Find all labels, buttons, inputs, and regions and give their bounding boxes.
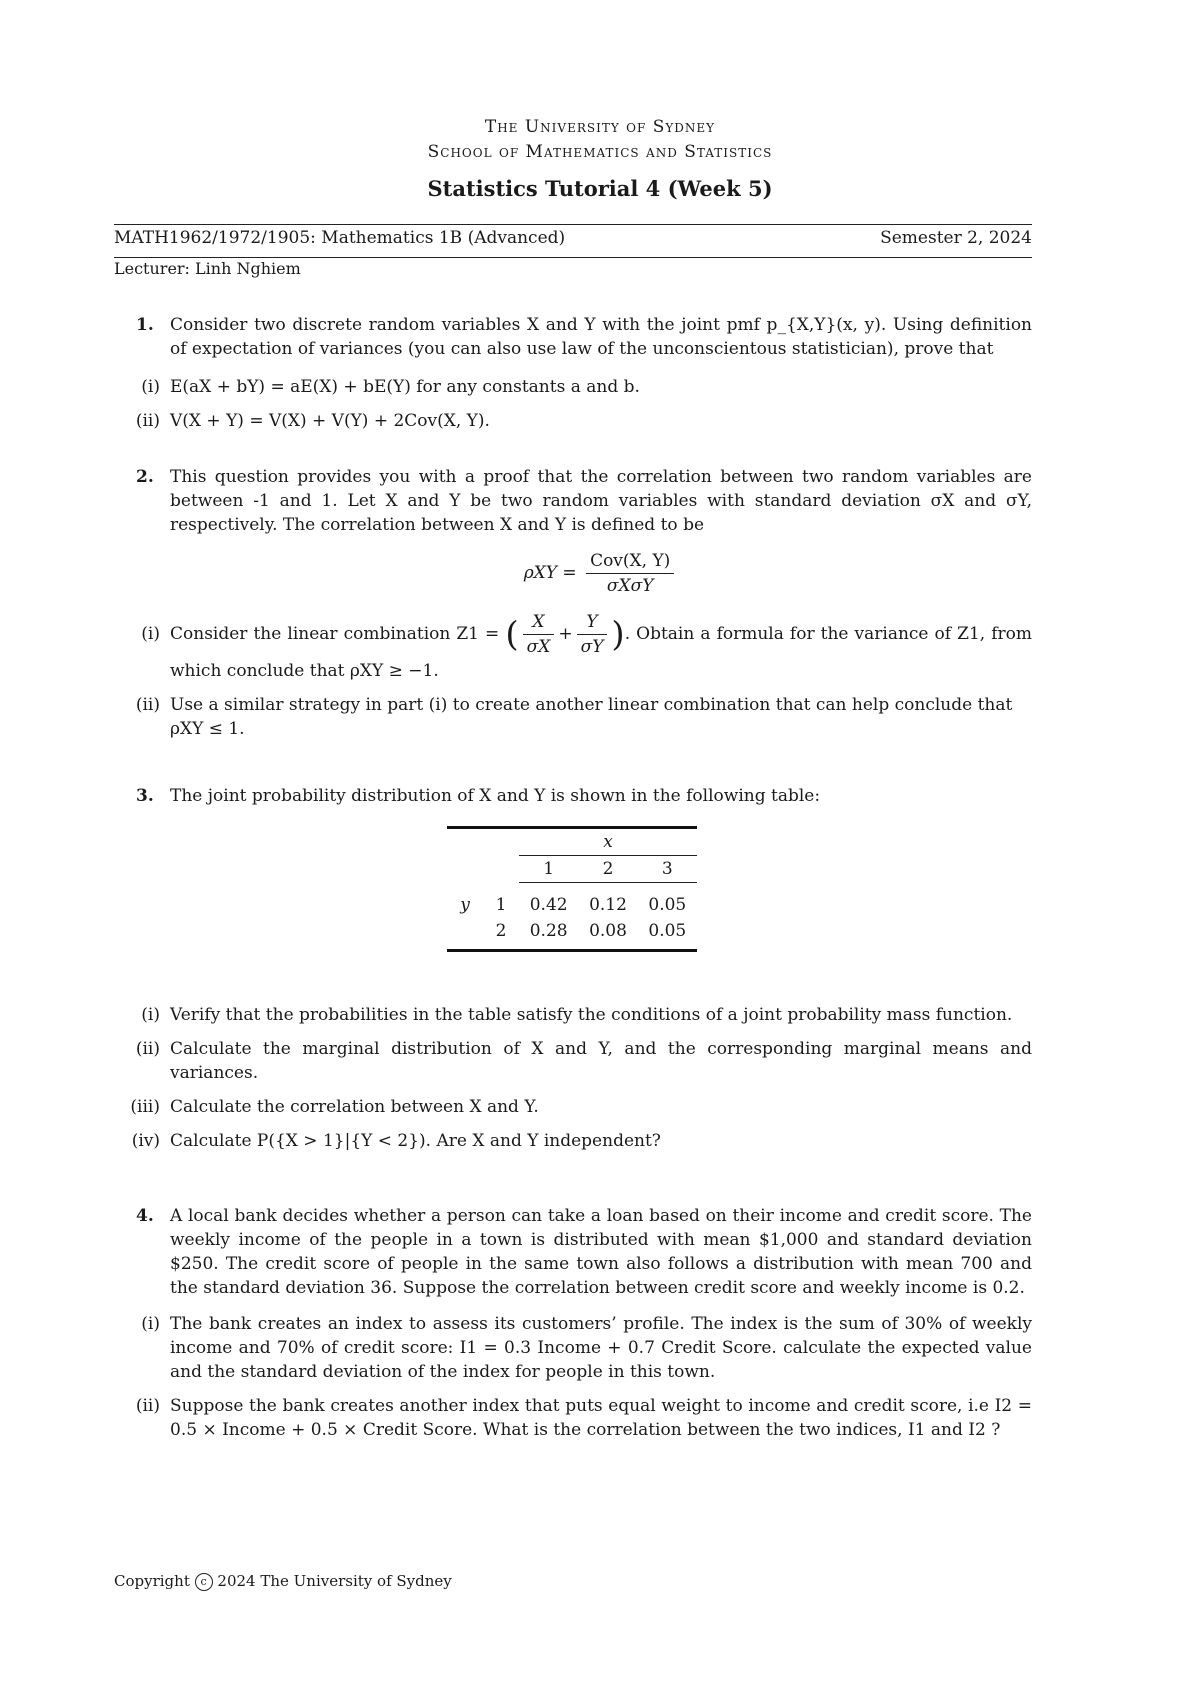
question-1 — [114, 313, 1032, 433]
fraction-denominator: σX — [526, 637, 551, 657]
question-part — [141, 375, 1032, 399]
question-4 — [114, 1204, 1032, 1442]
page-title: Statistics Tutorial 4 (Week 5) — [427, 176, 773, 201]
part-text: Verify that the probabilities in the table satisfy the conditions of a joint probability mass function. — [170, 1005, 1013, 1025]
copyright-footer — [114, 1572, 452, 1591]
copyright-label: Copyright — [114, 1572, 190, 1590]
question-part — [135, 409, 1032, 433]
question-text: The joint probability distribution of X and Y is shown in the following table: — [170, 786, 821, 806]
part-text: Calculate P({X > 1}|{Y < 2}). Are X and Y independent? — [170, 1131, 661, 1151]
question-3-parts — [114, 1003, 1032, 1153]
fraction-denominator: σY — [580, 637, 604, 657]
school-name: School of Mathematics and Statistics — [427, 142, 773, 162]
university-name: The University of Sydney — [484, 117, 716, 137]
question-part — [141, 1003, 1032, 1027]
course-line — [114, 228, 1032, 248]
y-value: 1 — [495, 894, 507, 915]
question-part — [131, 1129, 1032, 1153]
table-header-row — [447, 828, 697, 856]
part-label: (i) — [141, 624, 160, 644]
fraction-numerator: Y — [577, 610, 608, 635]
table-cell: 0.05 — [648, 895, 687, 915]
top-rule — [114, 224, 1032, 225]
part-text: E(aX + bY) = aE(X) + bE(Y) for any constants a and b. — [170, 377, 640, 397]
part-label: (i) — [141, 377, 160, 397]
part-label: (ii) — [135, 411, 160, 431]
part-text: Use a similar strategy in part (i) to create another linear combination that can help conclude that ρXY ≤ 1. — [170, 695, 1013, 739]
part-text: V(X + Y) = V(X) + V(Y) + 2Cov(X, Y). — [170, 411, 490, 431]
table-row — [447, 918, 697, 951]
copyright-holder: 2024 The University of Sydney — [217, 1572, 452, 1590]
part-label: (ii) — [135, 1396, 160, 1416]
table-x-values-row — [447, 856, 697, 883]
question-2 — [114, 465, 1032, 741]
x-value: 3 — [638, 856, 697, 883]
part-label: (i) — [141, 1314, 160, 1334]
question-number: 1. — [136, 315, 154, 335]
question-part — [141, 1312, 1032, 1384]
equation-fraction — [586, 549, 674, 598]
question-part — [130, 1095, 1032, 1119]
header-block — [0, 115, 1200, 165]
fraction-numerator: X — [523, 610, 555, 635]
table-cell: 0.42 — [529, 895, 568, 915]
question-part — [135, 1037, 1032, 1085]
correlation-equation — [170, 549, 1032, 598]
question-3 — [114, 784, 1032, 808]
question-part — [135, 1394, 1032, 1442]
part-text: Calculate the correlation between X and Y. — [170, 1097, 539, 1117]
table-cell: 0.05 — [638, 918, 697, 951]
fraction-numerator: Cov(X, Y) — [586, 549, 674, 574]
part-label: (ii) — [135, 695, 160, 715]
fraction-y — [577, 610, 608, 659]
question-number: 3. — [136, 786, 154, 806]
equation-lhs: ρXY = — [523, 563, 577, 583]
question-text: Consider two discrete random variables X and Y with the joint pmf p_{X,Y}(x, y). Using definition of expectation of variances (you can also use law of the unconscientous statistician), prove that — [170, 315, 1032, 359]
lecturer: Lecturer: Linh Nghiem — [114, 259, 301, 278]
part-text: The bank creates an index to assess its customers’ profile. The index is the sum of 30% of weekly income and 70% of credit score: I1 = 0.3 Income + 0.7 Credit Score. calculate the expected value and the standard deviation of the index for people in this town. — [170, 1314, 1032, 1382]
part-label: (iv) — [131, 1131, 160, 1151]
course-code: MATH1962/1972/1905: Mathematics 1B (Advanced) — [114, 228, 566, 248]
part-text: Suppose the bank creates another index that puts equal weight to income and credit score, i.e I2 = 0.5 × Income + 0.5 × Credit Score. What is the correlation between the two indices, I1 and I2 ? — [170, 1396, 1032, 1440]
table-cell: 0.28 — [519, 918, 578, 951]
bottom-rule — [114, 257, 1032, 258]
x-variable-label: x — [519, 828, 697, 856]
table-row — [447, 883, 697, 919]
joint-distribution-table — [447, 826, 697, 952]
table-cell: 0.08 — [578, 918, 637, 951]
part-text-pre: Consider the linear combination Z1 = — [170, 624, 500, 644]
part-label: (ii) — [135, 1039, 160, 1059]
part-text: Calculate the marginal distribution of X and Y, and the corresponding marginal means and variances. — [170, 1039, 1032, 1083]
y-variable-label: y — [460, 894, 470, 915]
copyright-icon: c — [195, 1573, 213, 1591]
part-label: (i) — [141, 1005, 160, 1025]
question-text: This question provides you with a proof that the correlation between two random variables are between -1 and 1. Let X and Y be two random variables with standard deviation σX and σY, respectively. The correlation between X and Y is defined to be — [170, 467, 1032, 535]
table-cell: 0.12 — [589, 895, 627, 915]
question-number: 4. — [136, 1206, 154, 1226]
part-label: (iii) — [130, 1097, 160, 1117]
x-value: 1 — [519, 856, 578, 883]
question-part: (i) Consider the linear combination Z1 = ( $\frac{X}{\sigma X}$ + $\frac{Y}{\sigma Y}$ ). Obtain a formula for the variance of Z1, from which conclude that ρXY ≥ −1. — [170, 610, 1032, 683]
semester: Semester 2, 2024 — [880, 228, 1032, 248]
x-value: 2 — [578, 856, 637, 883]
left-paren: ( — [505, 614, 519, 655]
question-text: A local bank decides whether a person can take a loan based on their income and credit score. The weekly income of the people in a town is distributed with mean $1,000 and standard deviation $250. The credit score of people in the same town also follows a distribution with mean 700 and the standard deviation 36. Suppose the correlation between credit score and weekly income is 0.2. — [170, 1206, 1032, 1298]
y-value: 2 — [483, 918, 519, 951]
fraction-denominator: σXσY — [606, 576, 654, 596]
right-paren: ) — [611, 614, 625, 655]
part-text-post: . Obtain a formula for the variance of Z1, from which conclude that ρXY ≥ −1. — [170, 624, 1032, 681]
question-part — [135, 693, 1032, 741]
question-number: 2. — [136, 467, 154, 487]
fraction-x — [523, 610, 555, 659]
